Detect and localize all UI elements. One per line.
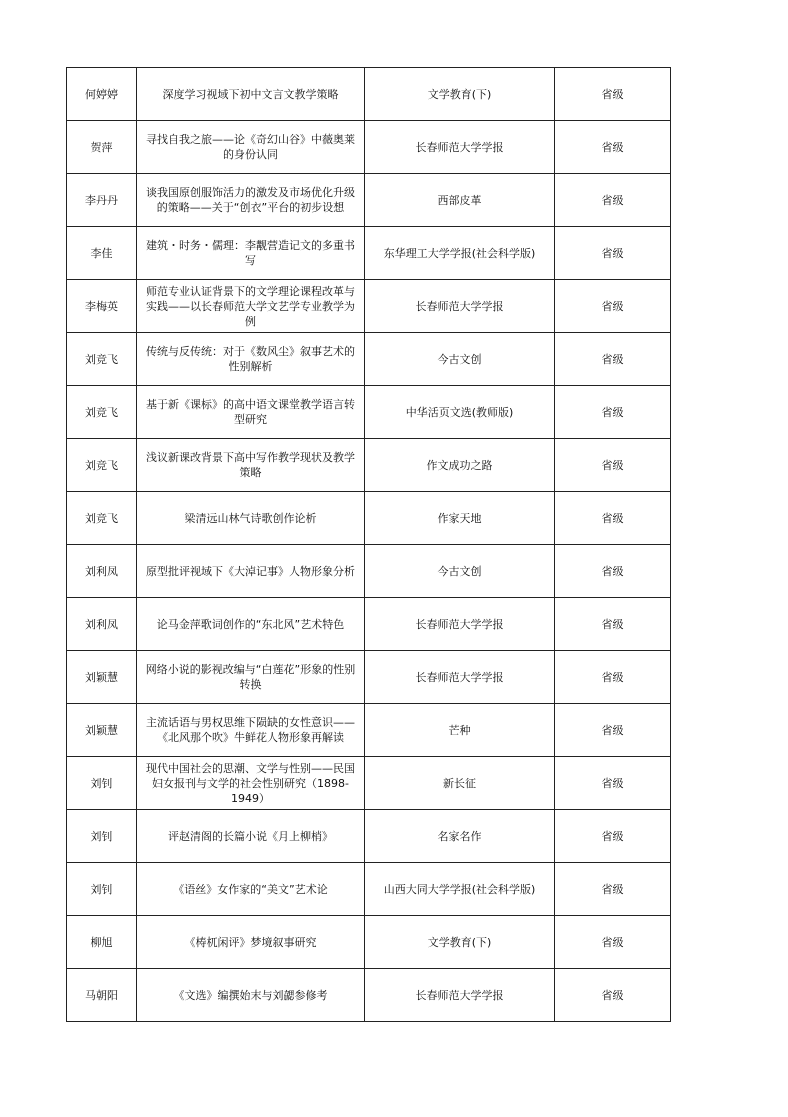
title-cell: 《语丝》女作家的“美文”艺术论 (137, 863, 365, 916)
level-cell: 省级 (555, 545, 671, 598)
journal-cell: 名家名作 (365, 810, 555, 863)
journal-cell: 中华活页文选(教师版) (365, 386, 555, 439)
level-cell: 省级 (555, 280, 671, 333)
title-cell: 网络小说的影视改编与“白莲花”形象的性别转换 (137, 651, 365, 704)
title-cell: 《文选》编撰始末与刘勰参修考 (137, 969, 365, 1022)
level-cell: 省级 (555, 598, 671, 651)
table-row (67, 916, 671, 969)
table-row (67, 386, 671, 439)
table-row (67, 545, 671, 598)
author-cell: 贺萍 (67, 121, 137, 174)
author-cell: 刘竞飞 (67, 439, 137, 492)
level-cell: 省级 (555, 757, 671, 810)
level-cell: 省级 (555, 333, 671, 386)
table-row (67, 439, 671, 492)
level-cell: 省级 (555, 863, 671, 916)
author-cell: 刘钊 (67, 810, 137, 863)
author-cell: 刘利凤 (67, 545, 137, 598)
author-cell: 李丹丹 (67, 174, 137, 227)
publication-table-body (67, 68, 671, 1022)
table-row (67, 863, 671, 916)
table-row (67, 704, 671, 757)
author-cell: 刘竞飞 (67, 386, 137, 439)
journal-cell: 长春师范大学学报 (365, 969, 555, 1022)
title-cell: 《梼杌闲评》梦境叙事研究 (137, 916, 365, 969)
title-cell: 浅议新课改背景下高中写作教学现状及教学策略 (137, 439, 365, 492)
journal-cell: 文学教育(下) (365, 916, 555, 969)
journal-cell: 长春师范大学学报 (365, 598, 555, 651)
title-cell: 梁清远山林气诗歌创作论析 (137, 492, 365, 545)
level-cell: 省级 (555, 439, 671, 492)
journal-cell: 文学教育(下) (365, 68, 555, 121)
level-cell: 省级 (555, 174, 671, 227)
journal-cell: 东华理工大学学报(社会科学版) (365, 227, 555, 280)
title-cell: 建筑・时务・儒理：李觏营造记文的多重书写 (137, 227, 365, 280)
title-cell: 传统与反传统：对于《数风尘》叙事艺术的性别解析 (137, 333, 365, 386)
table-row (67, 227, 671, 280)
journal-cell: 长春师范大学学报 (365, 121, 555, 174)
title-cell: 深度学习视域下初中文言文教学策略 (137, 68, 365, 121)
level-cell: 省级 (555, 916, 671, 969)
level-cell: 省级 (555, 651, 671, 704)
author-cell: 刘钊 (67, 757, 137, 810)
level-cell: 省级 (555, 969, 671, 1022)
level-cell: 省级 (555, 704, 671, 757)
title-cell: 寻找自我之旅——论《奇幻山谷》中薇奥莱的身份认同 (137, 121, 365, 174)
table-row (67, 969, 671, 1022)
table-row (67, 810, 671, 863)
author-cell: 何婷婷 (67, 68, 137, 121)
title-cell: 现代中国社会的思潮、文学与性别——民国妇女报刊与文学的社会性别研究（1898-1949） (137, 757, 365, 810)
table-row (67, 68, 671, 121)
journal-cell: 山西大同大学学报(社会科学版) (365, 863, 555, 916)
journal-cell: 作文成功之路 (365, 439, 555, 492)
journal-cell: 作家天地 (365, 492, 555, 545)
level-cell: 省级 (555, 121, 671, 174)
author-cell: 马朝阳 (67, 969, 137, 1022)
author-cell: 刘利凤 (67, 598, 137, 651)
title-cell: 评赵清阁的长篇小说《月上柳梢》 (137, 810, 365, 863)
level-cell: 省级 (555, 386, 671, 439)
journal-cell: 今古文创 (365, 333, 555, 386)
table-row (67, 121, 671, 174)
level-cell: 省级 (555, 227, 671, 280)
journal-cell: 长春师范大学学报 (365, 280, 555, 333)
level-cell: 省级 (555, 68, 671, 121)
table-row (67, 174, 671, 227)
journal-cell: 长春师范大学学报 (365, 651, 555, 704)
title-cell: 基于新《课标》的高中语文课堂教学语言转型研究 (137, 386, 365, 439)
author-cell: 刘颖慧 (67, 704, 137, 757)
author-cell: 李佳 (67, 227, 137, 280)
title-cell: 主流话语与男权思维下陨缺的女性意识——《北风那个吹》牛鲜花人物形象再解读 (137, 704, 365, 757)
table-row (67, 333, 671, 386)
title-cell: 论马金萍歌词创作的“东北风”艺术特色 (137, 598, 365, 651)
author-cell: 刘颖慧 (67, 651, 137, 704)
title-cell: 师范专业认证背景下的文学理论课程改革与实践——以长春师范大学文艺学专业教学为例 (137, 280, 365, 333)
title-cell: 原型批评视域下《大淖记事》人物形象分析 (137, 545, 365, 598)
table-row (67, 651, 671, 704)
title-cell: 谈我国原创服饰活力的激发及市场优化升级的策略——关于“创衣”平台的初步设想 (137, 174, 365, 227)
table-row (67, 492, 671, 545)
journal-cell: 西部皮革 (365, 174, 555, 227)
author-cell: 柳旭 (67, 916, 137, 969)
table-row (67, 757, 671, 810)
author-cell: 刘钊 (67, 863, 137, 916)
author-cell: 刘竞飞 (67, 333, 137, 386)
author-cell: 李梅英 (67, 280, 137, 333)
table-row (67, 598, 671, 651)
level-cell: 省级 (555, 492, 671, 545)
author-cell: 刘竞飞 (67, 492, 137, 545)
journal-cell: 新长征 (365, 757, 555, 810)
publication-table (66, 67, 671, 1022)
level-cell: 省级 (555, 810, 671, 863)
journal-cell: 芒种 (365, 704, 555, 757)
journal-cell: 今古文创 (365, 545, 555, 598)
table-row (67, 280, 671, 333)
